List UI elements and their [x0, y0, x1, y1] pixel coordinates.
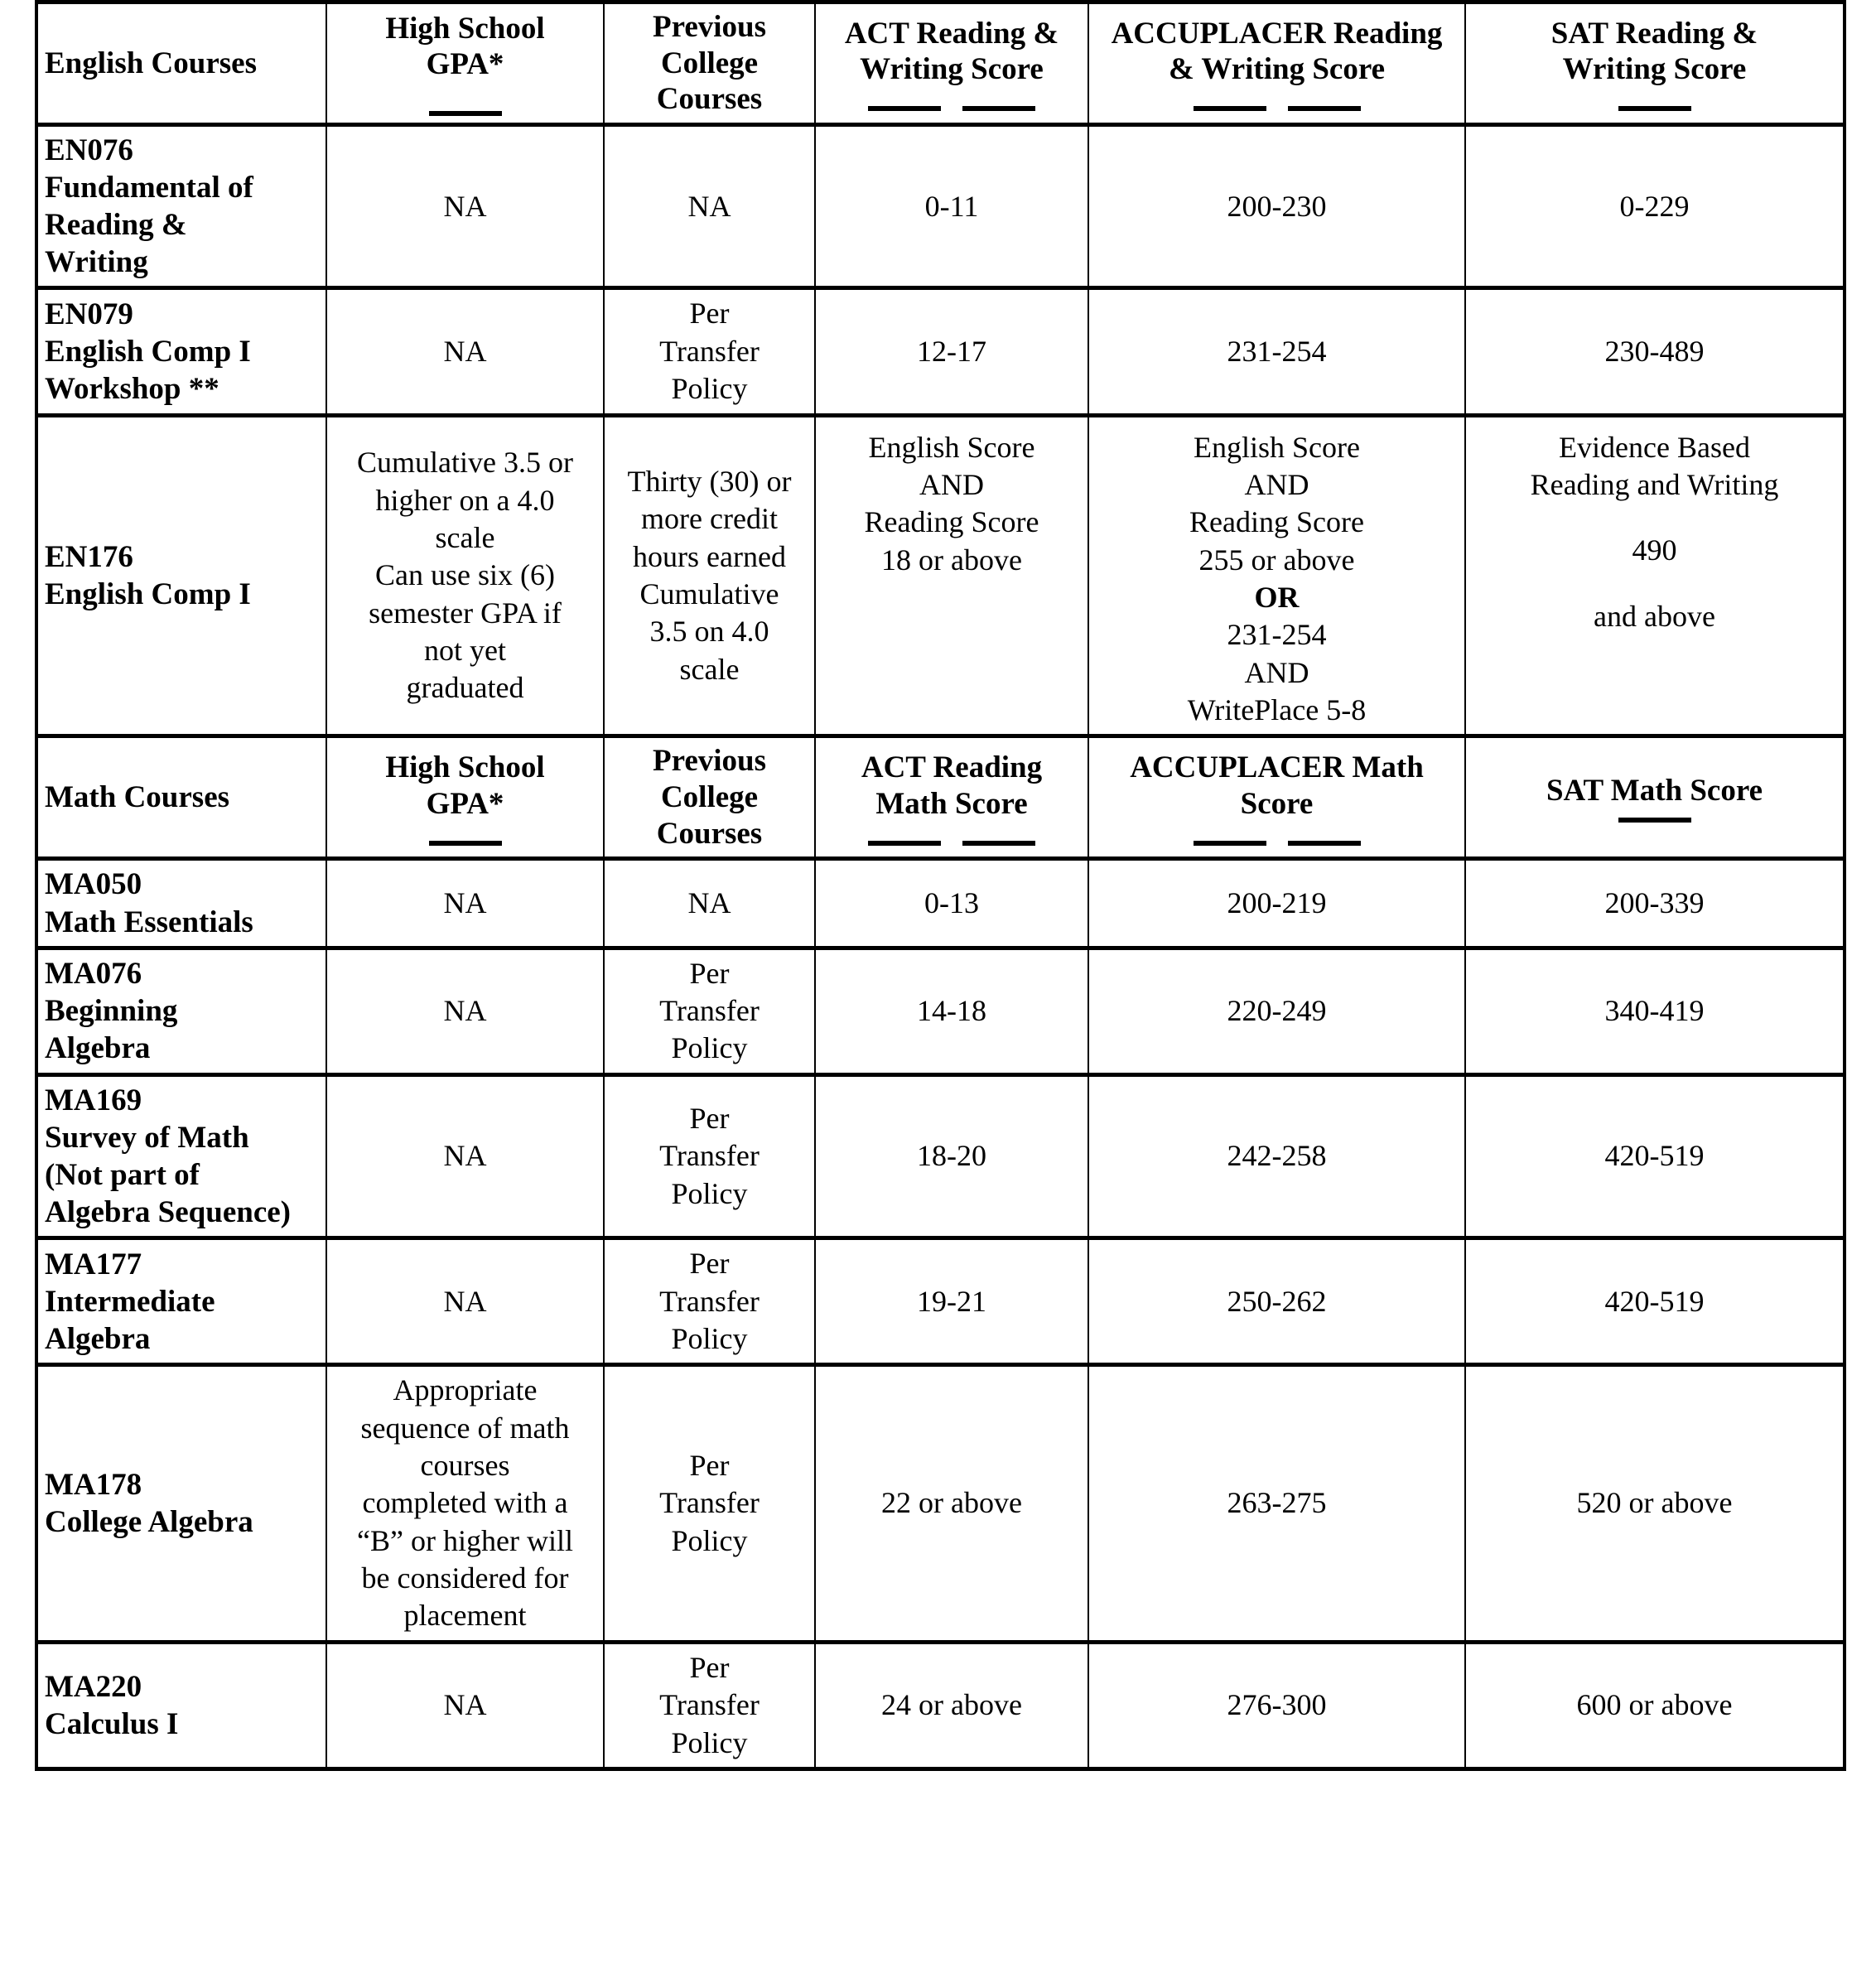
- column-header-line: Previous: [652, 744, 767, 779]
- course-name-cell: [36, 859, 326, 948]
- cell-line: NA: [687, 885, 731, 919]
- cell-line: Workshop **: [45, 372, 219, 407]
- course-name-cell: [36, 415, 326, 736]
- cell-line: 420-519: [1604, 1284, 1705, 1318]
- cell-line: 14-18: [917, 994, 986, 1027]
- fill-in-blank-rule: [429, 841, 502, 846]
- column-header-title: [1096, 750, 1458, 822]
- column-header-3: [1088, 736, 1465, 859]
- cell-line: 200-339: [1604, 885, 1705, 919]
- sat-score-cell: [1465, 1365, 1845, 1643]
- cell-line: scale: [679, 652, 740, 686]
- cell-line: Algebra: [45, 1031, 151, 1066]
- cell-line: 12-17: [917, 334, 986, 368]
- column-header-title: [1096, 16, 1458, 88]
- cell-line: more credit: [641, 502, 778, 536]
- accuplacer-score-cell: [1088, 859, 1465, 948]
- cell-line: and above: [1594, 599, 1715, 633]
- column-header-0: [326, 2, 604, 125]
- cell-line: Transfer: [659, 334, 760, 368]
- cell-line: “B” or higher will: [357, 1523, 573, 1557]
- act-score-cell: [815, 1642, 1088, 1768]
- column-header-title: [822, 750, 1081, 822]
- accuplacer-score-cell: [1088, 124, 1465, 288]
- cell-line: NA: [443, 1688, 487, 1722]
- cell-line: Beginning: [45, 994, 178, 1029]
- cell-line: 340-419: [1604, 994, 1705, 1027]
- cell-line: EN176: [45, 539, 133, 574]
- cell-line: completed with a: [362, 1486, 568, 1520]
- fill-in-blank-rule: [868, 841, 941, 846]
- cell-line: Calculus I: [45, 1706, 179, 1741]
- column-header-line: Writing Score: [860, 52, 1044, 87]
- cell-line: (Not part of: [45, 1157, 200, 1192]
- cell-line: Transfer: [659, 1486, 760, 1520]
- cell-line: English Comp I: [45, 577, 251, 611]
- cell-line: Per: [689, 1101, 730, 1135]
- column-header-1: [604, 736, 815, 859]
- cell-line: NA: [443, 994, 487, 1027]
- previous-college-courses-cell: [604, 288, 815, 415]
- cell-line: WritePlace 5-8: [1187, 693, 1367, 727]
- column-header-1: [604, 2, 815, 125]
- fill-in-blank-rules: [1096, 841, 1458, 846]
- accuplacer-score-cell: [1088, 948, 1465, 1074]
- column-header-2: [815, 2, 1088, 125]
- cell-line: MA178: [45, 1467, 142, 1502]
- cell-line: MA169: [45, 1083, 142, 1117]
- cell-line: Appropriate: [393, 1373, 538, 1407]
- high-school-gpa-cell: [326, 1365, 604, 1643]
- spacer-line: [1473, 570, 1836, 598]
- sat-score-cell: [1465, 415, 1845, 736]
- accuplacer-score-cell: [1088, 288, 1465, 415]
- course-name-cell: [36, 948, 326, 1074]
- table-row: [36, 1642, 1845, 1768]
- spacer-line: [1473, 504, 1836, 532]
- cell-line: 19-21: [917, 1284, 986, 1318]
- sat-score-cell: [1465, 859, 1845, 948]
- cell-line: Transfer: [659, 1139, 760, 1173]
- column-header-line: ACCUPLACER Reading: [1111, 16, 1443, 51]
- fill-in-blank-rules: [334, 111, 596, 116]
- cell-line: Policy: [671, 1321, 748, 1355]
- course-placement-table: [35, 0, 1846, 1771]
- high-school-gpa-cell: [326, 1074, 604, 1238]
- cell-line: placement: [403, 1599, 527, 1633]
- column-header-title: [611, 9, 808, 118]
- cell-line: 263-275: [1227, 1486, 1327, 1520]
- fill-in-blank-rule: [1194, 841, 1266, 846]
- cell-line: 250-262: [1227, 1284, 1327, 1318]
- cell-line: 220-249: [1227, 994, 1327, 1027]
- table-row: [36, 124, 1845, 288]
- cell-line: MA177: [45, 1247, 142, 1281]
- cell-line: Reading Score: [1189, 505, 1364, 539]
- column-header-line: Math Score: [875, 786, 1028, 821]
- sat-score-cell: [1465, 1238, 1845, 1365]
- cell-line: Policy: [671, 1176, 748, 1210]
- fill-in-blank-rules: [1096, 106, 1458, 111]
- cell-line: 520 or above: [1576, 1486, 1733, 1520]
- cell-line: Per: [689, 1247, 730, 1281]
- column-header-line: Score: [1240, 786, 1314, 821]
- cell-line: Reading &: [45, 208, 187, 243]
- cell-line: Survey of Math: [45, 1120, 249, 1155]
- high-school-gpa-cell: [326, 859, 604, 948]
- cell-line: 18-20: [917, 1139, 986, 1173]
- cell-line: 231-254: [1227, 618, 1327, 652]
- previous-college-courses-cell: [604, 948, 815, 1074]
- cell-line: 22 or above: [881, 1486, 1022, 1520]
- column-header-line: SAT Math Score: [1546, 774, 1763, 808]
- column-header-line: High School: [385, 11, 545, 46]
- column-header-line: GPA*: [426, 47, 504, 82]
- english-courses-label: English Courses: [36, 2, 326, 125]
- math-courses-label: Math Courses: [36, 736, 326, 859]
- cell-line: AND: [919, 467, 984, 501]
- course-name-cell: [36, 1074, 326, 1238]
- column-header-line: ACT Reading &: [844, 16, 1059, 51]
- accuplacer-score-cell: [1088, 1642, 1465, 1768]
- cell-line: Per: [689, 1650, 730, 1684]
- cell-line: 0-13: [924, 885, 979, 919]
- fill-in-blank-rule: [1288, 106, 1361, 111]
- sat-score-cell: [1465, 288, 1845, 415]
- column-header-line: ACCUPLACER Math: [1130, 750, 1424, 785]
- accuplacer-score-cell: [1088, 1238, 1465, 1365]
- act-score-cell: [815, 948, 1088, 1074]
- column-header-line: College: [660, 780, 759, 815]
- cell-line: be considered for: [361, 1561, 569, 1595]
- accuplacer-score-cell: [1088, 415, 1465, 736]
- cell-line: Policy: [671, 1031, 748, 1065]
- cell-line: EN079: [45, 297, 133, 331]
- sat-score-cell: [1465, 1074, 1845, 1238]
- cell-line: MA076: [45, 956, 142, 991]
- cell-line: hours earned: [633, 539, 786, 573]
- fill-in-blank-rule: [1618, 106, 1691, 111]
- cell-line: Reading Score: [864, 505, 1039, 539]
- math-courses-header-row: [36, 736, 1845, 859]
- cell-line: 3.5 on 4.0: [649, 615, 769, 649]
- cell-line: 200-230: [1227, 189, 1327, 223]
- cell-line: English Score: [868, 430, 1035, 464]
- fill-in-blank-rules: [334, 841, 596, 846]
- act-score-cell: [815, 1365, 1088, 1643]
- cell-line: AND: [1244, 655, 1309, 689]
- act-score-cell: [815, 288, 1088, 415]
- fill-in-blank-rule: [1288, 841, 1361, 846]
- cell-line: Per: [689, 1449, 730, 1483]
- cell-line: MA050: [45, 867, 142, 902]
- cell-line: 0-11: [924, 189, 979, 223]
- column-header-line: Previous: [652, 10, 767, 44]
- cell-line: Cumulative 3.5 or: [357, 446, 573, 480]
- fill-in-blank-rule: [429, 111, 502, 116]
- cell-line: Cumulative: [639, 577, 779, 610]
- cell-line: 0-229: [1619, 189, 1690, 223]
- table-row: [36, 1238, 1845, 1365]
- cell-line: English Comp I: [45, 334, 251, 369]
- table-row: [36, 288, 1845, 415]
- cell-line: 242-258: [1227, 1139, 1327, 1173]
- cell-line: 231-254: [1227, 334, 1327, 368]
- previous-college-courses-cell: [604, 124, 815, 288]
- cell-line: Reading and Writing: [1530, 467, 1779, 501]
- act-score-cell: [815, 415, 1088, 736]
- cell-line: Per: [689, 297, 730, 331]
- act-score-cell: [815, 124, 1088, 288]
- fill-in-blank-rules: [1473, 818, 1836, 823]
- cell-line: Can use six (6): [375, 558, 555, 592]
- column-header-title: [1473, 16, 1836, 88]
- course-name-cell: [36, 1642, 326, 1768]
- column-header-2: [815, 736, 1088, 859]
- cell-line: 230-489: [1604, 334, 1705, 368]
- cell-line: NA: [443, 1139, 487, 1173]
- cell-line: Transfer: [659, 994, 760, 1027]
- high-school-gpa-cell: [326, 415, 604, 736]
- cell-line: not yet: [424, 634, 506, 668]
- cell-line: Algebra: [45, 1321, 151, 1356]
- act-score-cell: [815, 859, 1088, 948]
- sat-score-cell: [1465, 948, 1845, 1074]
- column-header-line: Writing Score: [1562, 52, 1747, 87]
- course-name-cell: [36, 1238, 326, 1365]
- english-courses-header-row: [36, 2, 1845, 125]
- cell-line: Policy: [671, 1523, 748, 1557]
- cell-line: NA: [443, 885, 487, 919]
- cell-line: sequence of math: [360, 1411, 570, 1445]
- column-header-4: [1465, 2, 1845, 125]
- table-row: [36, 948, 1845, 1074]
- cell-line: Fundamental of: [45, 171, 253, 205]
- cell-line: 276-300: [1227, 1688, 1327, 1722]
- column-header-line: GPA*: [426, 786, 504, 821]
- previous-college-courses-cell: [604, 1074, 815, 1238]
- cell-line: Policy: [671, 1725, 748, 1759]
- previous-college-courses-cell: [604, 1238, 815, 1365]
- cell-line: graduated: [406, 671, 524, 705]
- cell-line: NA: [443, 1284, 487, 1318]
- column-header-line: ACT Reading: [861, 750, 1043, 785]
- fill-in-blank-rules: [822, 106, 1081, 111]
- cell-line: Policy: [671, 372, 748, 406]
- previous-college-courses-cell: [604, 859, 815, 948]
- cell-line: AND: [1244, 467, 1309, 501]
- high-school-gpa-cell: [326, 1642, 604, 1768]
- high-school-gpa-cell: [326, 288, 604, 415]
- cell-line: semester GPA if: [369, 596, 562, 630]
- column-header-0: [326, 736, 604, 859]
- course-name-cell: [36, 288, 326, 415]
- cell-line: 200-219: [1227, 885, 1327, 919]
- high-school-gpa-cell: [326, 1238, 604, 1365]
- course-name-cell: [36, 1365, 326, 1643]
- cell-line: EN076: [45, 133, 133, 167]
- column-header-line: SAT Reading &: [1550, 16, 1758, 51]
- cell-line: OR: [1254, 580, 1300, 614]
- cell-line: English Score: [1194, 430, 1360, 464]
- column-header-title: [334, 750, 596, 822]
- act-score-cell: [815, 1074, 1088, 1238]
- column-header-title: [822, 16, 1081, 88]
- fill-in-blank-rules: [1473, 106, 1836, 111]
- column-header-line: & Writing Score: [1168, 52, 1386, 87]
- fill-in-blank-rule: [1618, 818, 1691, 823]
- cell-line: 420-519: [1604, 1139, 1705, 1173]
- cell-line: scale: [435, 520, 495, 554]
- sat-score-cell: [1465, 1642, 1845, 1768]
- cell-line: Per: [689, 956, 730, 990]
- fill-in-blank-rule: [962, 841, 1035, 846]
- cell-line: Thirty (30) or: [627, 464, 792, 498]
- column-header-4: [1465, 736, 1845, 859]
- accuplacer-score-cell: [1088, 1074, 1465, 1238]
- column-header-title: [1473, 773, 1836, 809]
- column-header-line: Courses: [656, 82, 763, 117]
- cell-line: Evidence Based: [1559, 430, 1750, 464]
- cell-line: courses: [420, 1449, 510, 1483]
- table-row: [36, 1074, 1845, 1238]
- cell-line: 24 or above: [881, 1688, 1022, 1722]
- course-name-cell: [36, 124, 326, 288]
- cell-line: NA: [443, 334, 487, 368]
- fill-in-blank-rule: [868, 106, 941, 111]
- previous-college-courses-cell: [604, 1642, 815, 1768]
- column-header-line: Courses: [656, 816, 763, 851]
- cell-line: NA: [443, 189, 487, 223]
- fill-in-blank-rules: [822, 841, 1081, 846]
- cell-line: MA220: [45, 1669, 142, 1704]
- cell-line: College Algebra: [45, 1505, 253, 1540]
- cell-line: Transfer: [659, 1688, 760, 1722]
- cell-line: 255 or above: [1198, 543, 1355, 577]
- table-row: [36, 859, 1845, 948]
- column-header-line: High School: [385, 750, 545, 785]
- high-school-gpa-cell: [326, 124, 604, 288]
- cell-line: 18 or above: [881, 543, 1022, 577]
- cell-line: Algebra Sequence): [45, 1195, 291, 1230]
- cell-line: higher on a 4.0: [375, 483, 555, 517]
- table-row: [36, 1365, 1845, 1643]
- cell-line: 600 or above: [1576, 1688, 1733, 1722]
- cell-line: Intermediate: [45, 1284, 215, 1319]
- column-header-3: [1088, 2, 1465, 125]
- cell-line: 490: [1632, 533, 1677, 567]
- cell-line: Writing: [45, 245, 148, 280]
- cell-line: Transfer: [659, 1284, 760, 1318]
- previous-college-courses-cell: [604, 415, 815, 736]
- fill-in-blank-rule: [962, 106, 1035, 111]
- column-header-line: College: [660, 46, 759, 80]
- column-header-title: [334, 11, 596, 83]
- cell-line: Math Essentials: [45, 905, 253, 939]
- high-school-gpa-cell: [326, 948, 604, 1074]
- accuplacer-score-cell: [1088, 1365, 1465, 1643]
- cell-line: NA: [687, 189, 731, 223]
- table-row: [36, 415, 1845, 736]
- act-score-cell: [815, 1238, 1088, 1365]
- sat-score-cell: [1465, 124, 1845, 288]
- fill-in-blank-rule: [1194, 106, 1266, 111]
- column-header-title: [611, 743, 808, 852]
- previous-college-courses-cell: [604, 1365, 815, 1643]
